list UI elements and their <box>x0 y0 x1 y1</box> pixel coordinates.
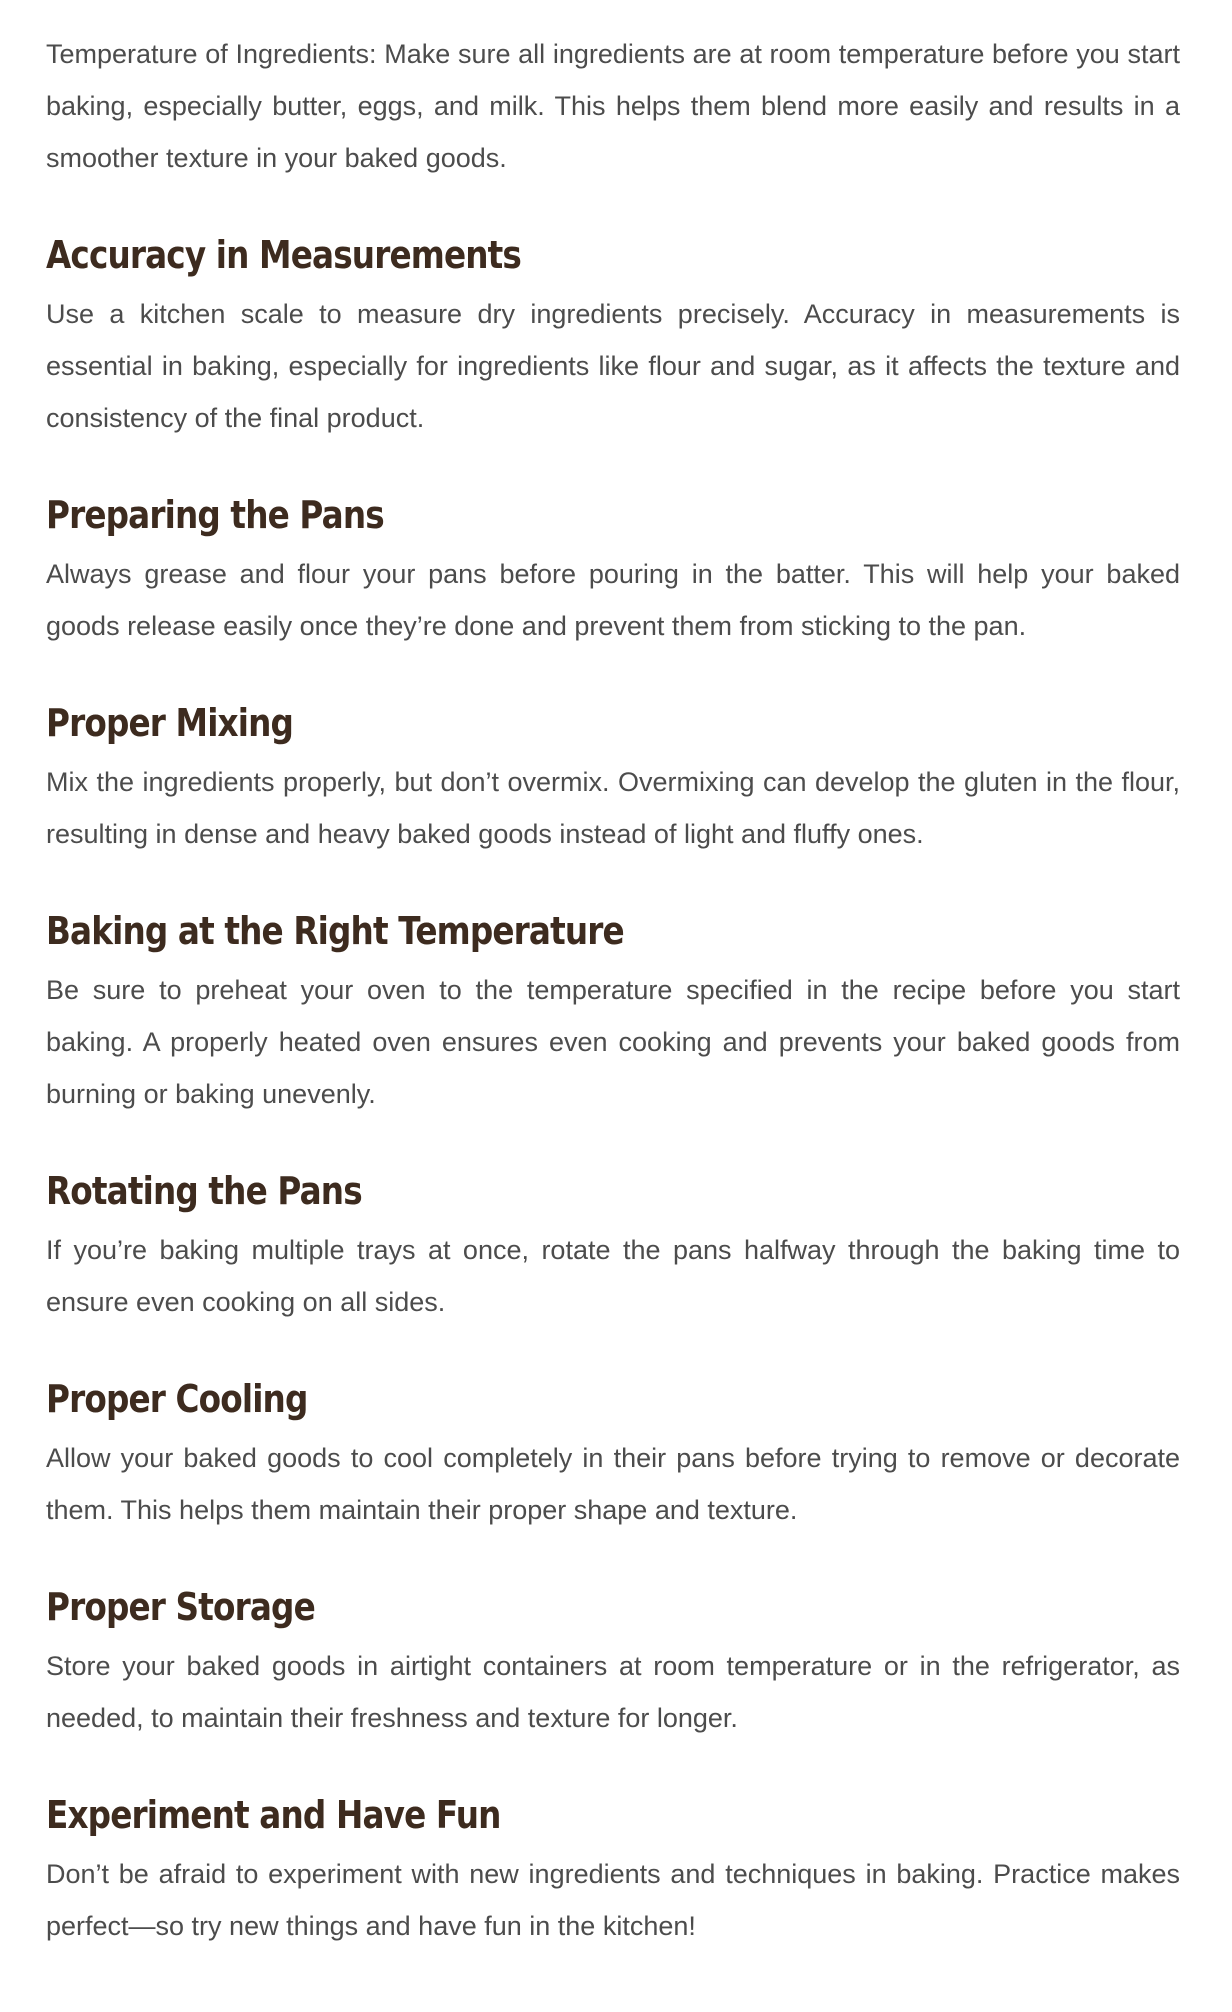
section-body: Store your baked goods in airtight containers at room temperature or in the refrigerator, as needed, to maintain their freshness and texture for longer. <box>46 1651 1180 1733</box>
section-heading: Experiment and Have Fun <box>46 1793 501 1837</box>
section-heading: Rotating the Pans <box>46 1169 362 1213</box>
section-baking-at-the-right-temperature <box>46 906 1180 1120</box>
intro-paragraph: Temperature of Ingredients: Make sure all ingredients are at room temperature before you start baking, especially butter, eggs, and milk. This helps them blend more easily and results in a smoother texture in your baked goods. <box>46 39 1180 173</box>
section-body: Always grease and flour your pans before pouring in the batter. This will help your baked goods release easily once they’re done and prevent them from sticking to the pan. <box>46 559 1180 641</box>
section-accuracy-in-measurements <box>46 230 1180 444</box>
section-body: Mix the ingredients properly, but don’t overmix. Overmixing can develop the gluten in the flour, resulting in dense and heavy baked goods instead of light and fluffy ones. <box>46 767 1180 849</box>
section-heading: Baking at the Right Temperature <box>46 909 624 953</box>
section-body: If you’re baking multiple trays at once, rotate the pans halfway through the baking time to ensure even cooking on all sides. <box>46 1235 1180 1317</box>
section-rotating-the-pans <box>46 1166 1180 1328</box>
section-heading: Proper Storage <box>46 1585 315 1629</box>
section-heading: Preparing the Pans <box>46 493 384 537</box>
section-proper-mixing <box>46 698 1180 860</box>
section-body: Be sure to preheat your oven to the temperature specified in the recipe before you start baking. A properly heated oven ensures even cooking and prevents your baked goods from burning or baking unevenly. <box>46 975 1180 1109</box>
section-proper-cooling <box>46 1374 1180 1536</box>
section-body: Allow your baked goods to cool completely in their pans before trying to remove or decorate them. This helps them maintain their proper shape and texture. <box>46 1443 1180 1525</box>
article-content <box>46 28 1180 1998</box>
section-proper-storage <box>46 1582 1180 1744</box>
section-experiment-and-have-fun <box>46 1790 1180 1952</box>
section-preparing-the-pans <box>46 490 1180 652</box>
section-heading: Accuracy in Measurements <box>46 233 522 277</box>
section-body: Use a kitchen scale to measure dry ingredients precisely. Accuracy in measurements is essential in baking, especially for ingredients like flour and sugar, as it affects the texture and consistency of the final product. <box>46 299 1180 433</box>
section-heading: Proper Cooling <box>46 1377 308 1421</box>
section-heading: Proper Mixing <box>46 701 294 745</box>
section-body: Don’t be afraid to experiment with new ingredients and techniques in baking. Practice makes perfect—so try new things and have fun in the kitchen! <box>46 1859 1180 1941</box>
